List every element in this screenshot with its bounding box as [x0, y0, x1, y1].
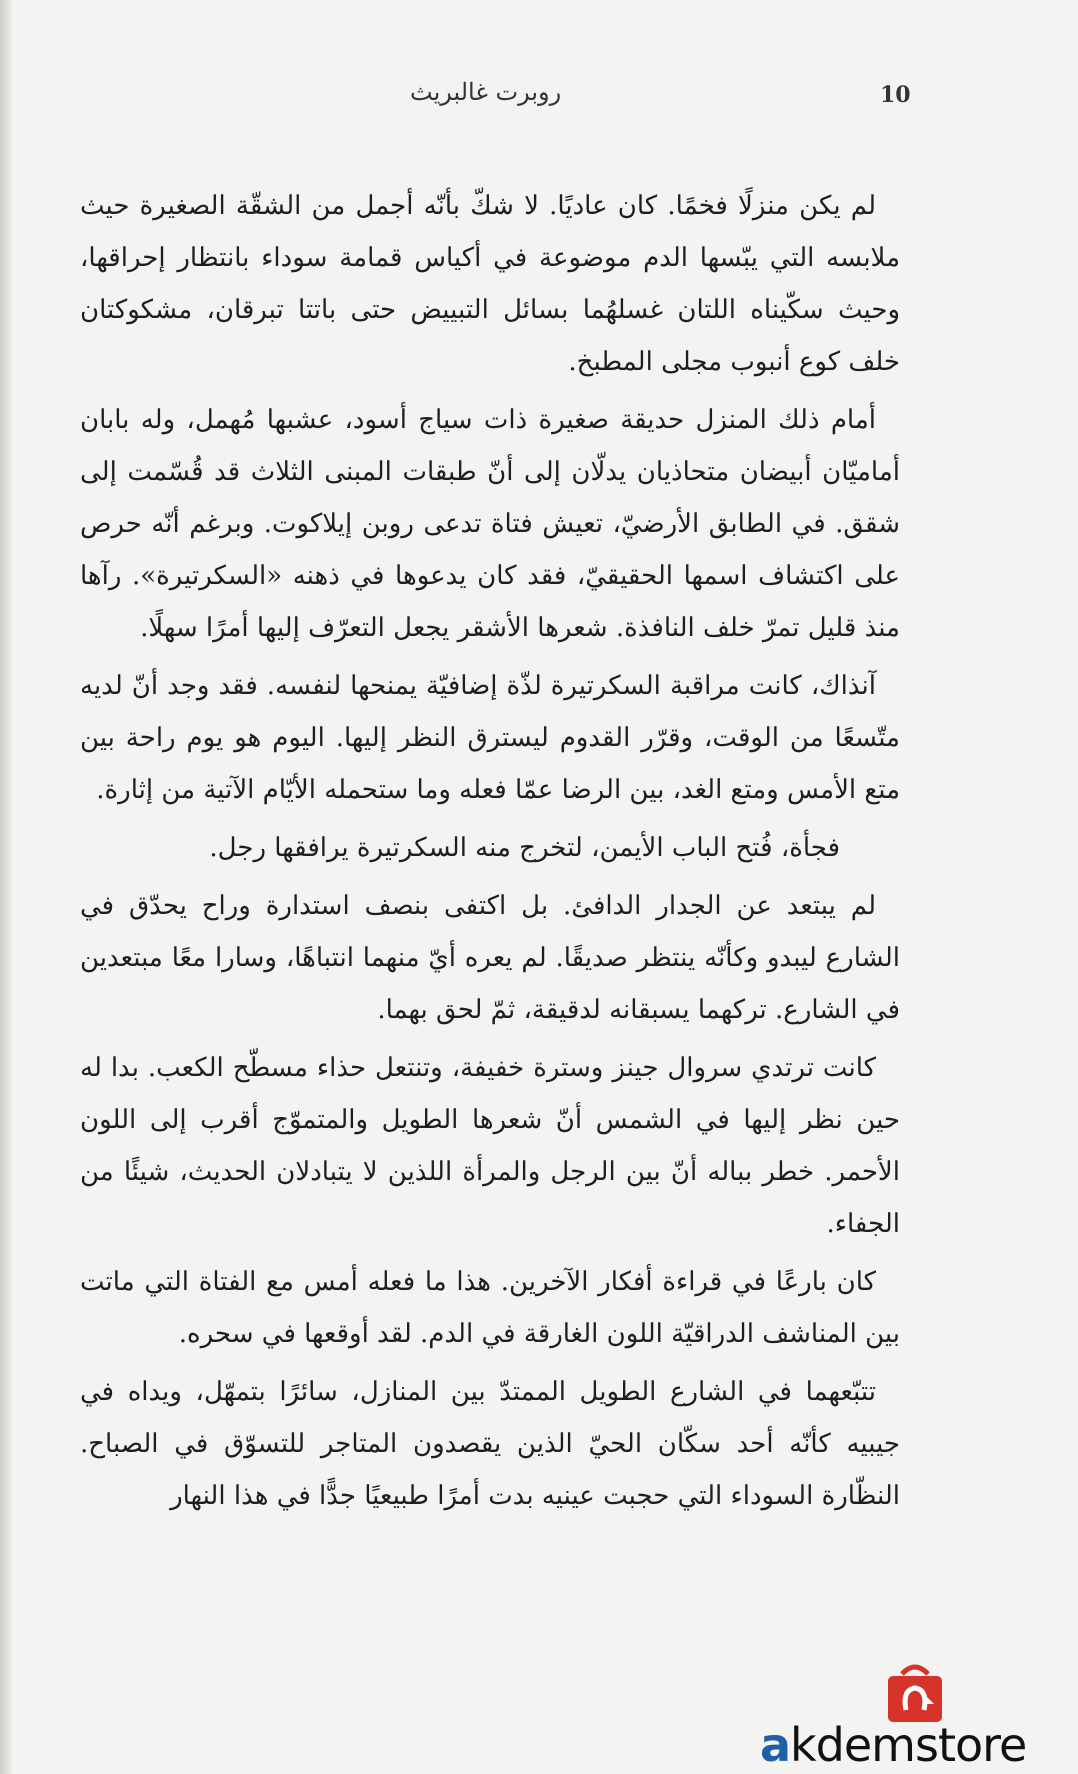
store-wordmark — [760, 1718, 1026, 1772]
paragraph: آنذاك، كانت مراقبة السكرتيرة لذّة إضافيّة يمنحها لنفسه. فقد وجد أنّ لديه متّسعًا من الوقت، وقرّر القدوم ليسترق النظر إليها. اليوم هو يوم راحة بين متع الأمس ومتع الغد، بين الرضا عمّا فعله وما ستحمله الأيّام الآتية من إثارة. — [80, 671, 900, 805]
store-watermark-logo — [760, 1660, 1060, 1770]
paragraph: كان بارعًا في قراءة أفكار الآخرين. هذا ما فعله أمس مع الفتاة التي ماتت بين المناشف الدراقيّة اللون الغارقة في الدم. لقد أوقعها في سحره. — [80, 1267, 900, 1349]
brand-rest: kdemstore — [790, 1718, 1027, 1772]
page-header — [80, 78, 998, 118]
book-bag-icon — [880, 1660, 950, 1726]
paragraph: لم يبتعد عن الجدار الدافئ. بل اكتفى بنصف استدارة وراح يحدّق في الشارع ليبدو وكأنّه ينتظر صديقًا. لم يعره أيّ منهما انتباهًا، وسارا معًا مبتعدين في الشارع. تركهما يسبقانه لدقيقة، ثمّ لحق بهما. — [80, 891, 900, 1025]
paragraph: كانت ترتدي سروال جينز وسترة خفيفة، وتنتعل حذاء مسطّح الكعب. بدا له حين نظر إليها في الشمس أنّ شعرها الطويل والمتموّج أقرب إلى اللون الأحمر. خطر بباله أنّ بين الرجل والمرأة اللذين لا يتبادلان الحديث، شيئًا من الجفاء. — [80, 1053, 900, 1239]
paragraph: تتبّعهما في الشارع الطويل الممتدّ بين المنازل، سائرًا بتمهّل، ويداه في جيبيه كأنّه أحد سكّان الحيّ الذين يقصدون المتاجر للتسوّق في الصباح. النظّارة السوداء التي حجبت عينيه بدت أمرًا طبيعيًا جدًّا في هذا النهار — [80, 1377, 900, 1511]
paragraph: فجأة، فُتح الباب الأيمن، لتخرج منه السكرتيرة يرافقها رجل. — [209, 833, 840, 863]
running-title: روبرت غالبريث — [410, 78, 562, 106]
body-text — [80, 180, 900, 1528]
paragraph: أمام ذلك المنزل حديقة صغيرة ذات سياج أسود، عشبها مُهمل، وله بابان أماميّان أبيضان متحاذيان يدلّان إلى أنّ طبقات المبنى الثلاث قد قُسّمت إلى شقق. في الطابق الأرضيّ، تعيش فتاة تدعى روبن إيلاكوت. وبرغم أنّه حرص على اكتشاف اسمها الحقيقيّ، فقد كان يدعوها في ذهنه «السكرتيرة». رآها منذ قليل تمرّ خلف النافذة. شعرها الأشقر يجعل التعرّف إليها أمرًا سهلًا. — [80, 405, 900, 643]
page-number: 10 — [880, 82, 911, 108]
page-binding-shadow — [0, 0, 14, 1774]
brand-prefix: a — [760, 1718, 791, 1772]
paragraph: لم يكن منزلًا فخمًا. كان عاديًا. لا شكّ بأنّه أجمل من الشقّة الصغيرة حيث ملابسه التي يبّسها الدم موضوعة في أكياس قمامة سوداء بانتظار إحراقها، وحيث سكّيناه اللتان غسلهُما بسائل التبييض حتى باتتا تبرقان، مشكوكتان خلف كوع أنبوب مجلى المطبخ. — [80, 191, 900, 377]
